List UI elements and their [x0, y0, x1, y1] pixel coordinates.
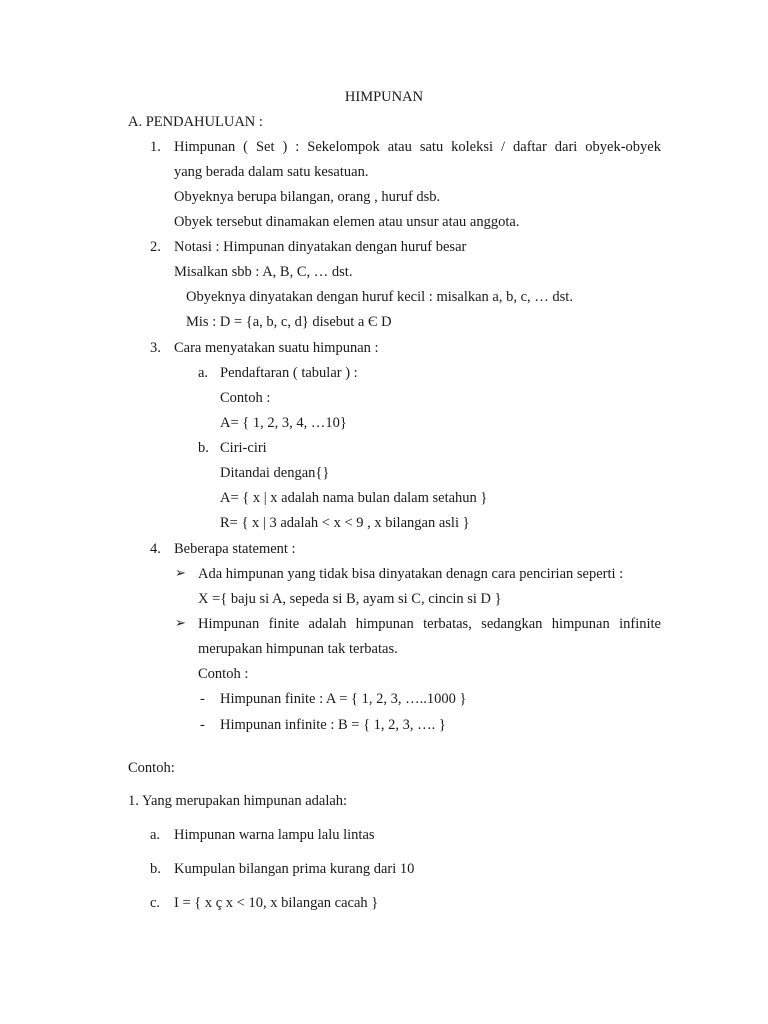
item-2-line-2: Misalkan sbb : A, B, C, … dst.	[174, 264, 353, 280]
option-a-marker: a.	[150, 827, 161, 843]
item-2-line-1: Notasi : Himpunan dinyatakan dengan huruf besar	[174, 239, 467, 255]
option-b-text: Kumpulan bilangan prima kurang dari 10	[174, 861, 415, 877]
item-1-line-3: Obyeknya berupa bilangan, orang , huruf dsb.	[174, 189, 441, 205]
contoh-question-1: 1. Yang merupakan himpunan adalah:	[128, 793, 348, 809]
contoh-heading: Contoh:	[128, 760, 175, 776]
item-3b-line-1: Ciri-ciri	[220, 440, 267, 456]
item-3a-marker: a.	[198, 365, 209, 381]
item-2-line-3: Obyeknya dinyatakan dengan huruf kecil : misalkan a, b, c, … dst.	[186, 289, 573, 305]
document-title: HIMPUNAN	[344, 89, 424, 105]
item-1-definition: Himpunan ( Set ) : Sekelompok atau satu koleksi / daftar dari obyek-obyek	[174, 139, 661, 155]
item-3-line-1: Cara menyatakan suatu himpunan :	[174, 340, 379, 356]
arrow-bullet-icon: ➢	[175, 616, 186, 631]
item-3a-line-1: Pendaftaran ( tabular ) :	[220, 365, 358, 381]
item-3a-line-2: Contoh :	[220, 390, 271, 406]
option-b-marker: b.	[150, 861, 161, 877]
item-4-bullet-1-line-2: X ={ baju si A, sepeda si B, ayam si C, cincin si D }	[198, 591, 502, 607]
arrow-bullet-icon: ➢	[175, 566, 186, 581]
item-number-3: 3.	[150, 340, 161, 356]
dash-bullet: -	[200, 691, 205, 707]
item-number-1: 1.	[150, 139, 161, 155]
section-heading-pendahuluan: A. PENDAHULUAN :	[128, 114, 263, 130]
item-4-bullet-1-line-1: Ada himpunan yang tidak bisa dinyatakan denagn cara pencirian seperti :	[198, 566, 624, 582]
item-number-4: 4.	[150, 541, 161, 557]
item-2-line-4: Mis : D = {a, b, c, d} disebut a Є D	[186, 314, 392, 330]
item-4-infinite-example: Himpunan infinite : B = { 1, 2, 3, …. }	[220, 717, 446, 733]
item-1-line-4: Obyek tersebut dinamakan elemen atau unsur atau anggota.	[174, 214, 520, 230]
item-3b-marker: b.	[198, 440, 209, 456]
item-4-bullet-2-line-1: Himpunan finite adalah himpunan terbatas, sedangkan himpunan infinite	[198, 616, 661, 632]
item-4-line-1: Beberapa statement :	[174, 541, 296, 557]
item-3b-line-4: R= { x | 3 adalah < x < 9 , x bilangan asli }	[220, 515, 470, 531]
item-4-finite-example: Himpunan finite : A = { 1, 2, 3, …..1000 }	[220, 691, 467, 707]
item-3b-line-3: A= { x | x adalah nama bulan dalam setahun }	[220, 490, 488, 506]
option-c-text: I = { x ç x < 10, x bilangan cacah }	[174, 895, 379, 911]
item-4-bullet-2-line-3: Contoh :	[198, 666, 249, 682]
item-3a-line-3: A= { 1, 2, 3, 4, …10}	[220, 415, 347, 431]
option-a-text: Himpunan warna lampu lalu lintas	[174, 827, 375, 843]
option-c-marker: c.	[150, 895, 161, 911]
item-number-2: 2.	[150, 239, 161, 255]
item-4-bullet-2-line-2: merupakan himpunan tak terbatas.	[198, 641, 398, 657]
item-3b-line-2: Ditandai dengan{}	[220, 465, 330, 481]
item-1-line-2: yang berada dalam satu kesatuan.	[174, 164, 369, 180]
dash-bullet: -	[200, 717, 205, 733]
